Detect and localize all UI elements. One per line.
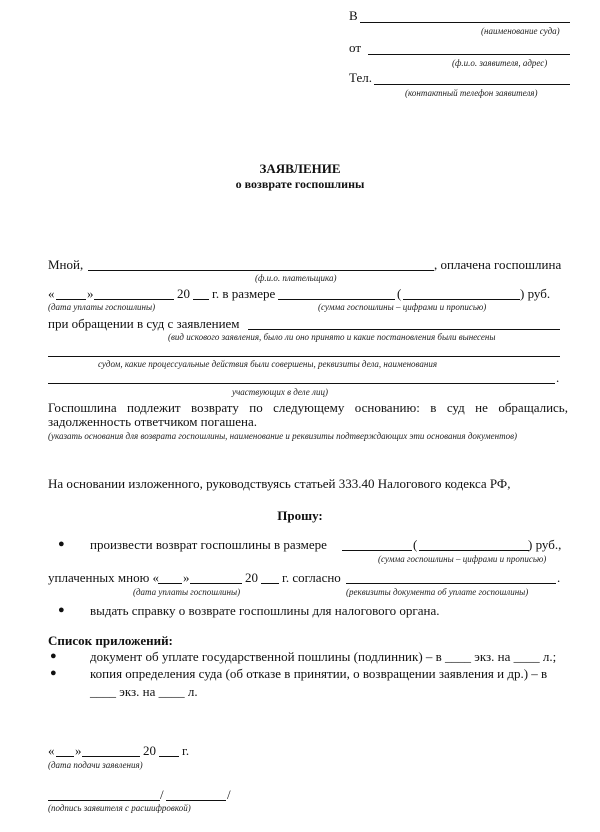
year-line bbox=[193, 299, 209, 300]
reason-text: Госпошлина подлежит возврату по следующему основанию: в суд не обращались, задолженность ответчиком погашена. bbox=[48, 400, 568, 429]
paid-date-close: » bbox=[183, 570, 190, 585]
signature-name-line bbox=[166, 800, 226, 801]
bullet-icon: ● bbox=[50, 650, 57, 662]
paid-by-me-label: уплаченных мною « bbox=[48, 570, 160, 585]
appeal-label: при обращении в суд с заявлением bbox=[48, 316, 240, 331]
signature-slash-right: / bbox=[227, 787, 231, 802]
request-item1-label: произвести возврат госпошлины в размере bbox=[90, 537, 327, 552]
claim-line bbox=[248, 329, 560, 330]
paid-year-line bbox=[261, 583, 279, 584]
parties-line bbox=[48, 383, 555, 384]
claim-caption: (вид искового заявления, было ли оно принято и какие постановления были вынесены bbox=[168, 332, 496, 342]
parties-period: . bbox=[556, 370, 560, 385]
day-line bbox=[56, 299, 86, 300]
court-line bbox=[360, 22, 570, 23]
to-prefix: В bbox=[349, 8, 358, 23]
doc-line bbox=[346, 583, 556, 584]
year-prefix: 20 bbox=[177, 286, 190, 301]
basis-text: На основании изложенного, руководствуясь статьей 333.40 Налогового кодекса РФ, bbox=[48, 476, 511, 491]
amount-caption: (сумма госпошлины – цифрами и прописью) bbox=[318, 302, 487, 312]
signature-slash-left: / bbox=[160, 787, 164, 802]
request-item2-label: выдать справку о возврате госпошлины для налогового органа. bbox=[90, 603, 440, 618]
request-title: Прошу: bbox=[277, 508, 323, 523]
phone-prefix: Тел. bbox=[349, 70, 372, 85]
pay-date-caption: (дата уплаты госпошлины) bbox=[48, 302, 156, 312]
date-open: « bbox=[48, 286, 55, 301]
signature-caption: (подпись заявителя с расшифровкой) bbox=[48, 803, 191, 813]
rub-label: ) руб. bbox=[520, 286, 551, 301]
open-paren: ( bbox=[397, 286, 402, 301]
attachment-item-2-line1: копия определения суда (об отказе в принятии, о возвращении заявления и др.) – в bbox=[90, 666, 548, 681]
actions-line bbox=[48, 356, 560, 357]
parties-caption: участвующих в деле лиц) bbox=[232, 387, 328, 397]
refund-open-paren: ( bbox=[413, 537, 418, 552]
paid-label: , оплачена госпошлина bbox=[434, 257, 562, 272]
refund-rub-label: ) руб., bbox=[528, 537, 562, 552]
actions-caption: судом, какие процессуальные действия были совершены, реквизиты дела, наименования bbox=[98, 359, 438, 369]
applicant-caption: (ф.и.о. заявителя, адрес) bbox=[452, 58, 548, 68]
footer-year-suffix: г. bbox=[182, 743, 190, 758]
bullet-icon: ● bbox=[50, 667, 57, 679]
attachment-item-1: документ об уплате государственной пошлины (подлинник) – в ____ экз. на ____ л.; bbox=[90, 649, 557, 664]
paid-year-prefix: 20 bbox=[245, 570, 258, 585]
signature-line bbox=[48, 800, 160, 801]
footer-date-open: « bbox=[48, 743, 55, 758]
by-me-label: Мной, bbox=[48, 257, 84, 272]
paid-date-caption: (дата уплаты госпошлины) bbox=[133, 587, 241, 597]
reason-caption: (указать основания для возврата госпошлины, наименование и реквизиты подтверждающих эти основания документов) bbox=[48, 431, 517, 441]
date-close: » bbox=[87, 286, 94, 301]
payer-caption: (ф.и.о. плательщика) bbox=[255, 273, 337, 283]
page-title: ЗАЯВЛЕНИЕ bbox=[259, 161, 341, 176]
court-caption: (наименование суда) bbox=[481, 26, 560, 36]
applicant-line bbox=[368, 54, 570, 55]
refund-digits-line bbox=[342, 550, 412, 551]
from-prefix: от bbox=[349, 40, 362, 55]
paid-month-line bbox=[190, 583, 242, 584]
bullet-icon: ● bbox=[58, 538, 65, 550]
bullet-icon: ● bbox=[58, 604, 65, 616]
phone-caption: (контактный телефон заявителя) bbox=[405, 88, 538, 98]
phone-line bbox=[374, 84, 570, 85]
doc-period: . bbox=[557, 570, 561, 585]
page-subtitle: о возврате госпошлины bbox=[235, 177, 365, 191]
attachments-title: Список приложений: bbox=[48, 633, 173, 648]
footer-year-line bbox=[159, 756, 179, 757]
amount-label: г. в размере bbox=[212, 286, 276, 301]
refund-words-line bbox=[419, 550, 529, 551]
payer-line bbox=[88, 270, 434, 271]
footer-year-prefix: 20 bbox=[143, 743, 156, 758]
refund-amount-caption: (сумма госпошлины – цифрами и прописью) bbox=[378, 554, 547, 564]
according-label: г. согласно bbox=[282, 570, 341, 585]
paid-day-line bbox=[158, 583, 182, 584]
month-line bbox=[94, 299, 174, 300]
footer-date-caption: (дата подачи заявления) bbox=[48, 760, 143, 770]
amount-words-line bbox=[403, 299, 520, 300]
footer-month-line bbox=[82, 756, 140, 757]
footer-day-line bbox=[56, 756, 74, 757]
attachment-item-2-line2: ____ экз. на ____ л. bbox=[90, 684, 198, 699]
doc-caption: (реквизиты документа об уплате госпошлины) bbox=[346, 587, 529, 597]
footer-date-close: » bbox=[75, 743, 82, 758]
amount-digits-line bbox=[278, 299, 395, 300]
